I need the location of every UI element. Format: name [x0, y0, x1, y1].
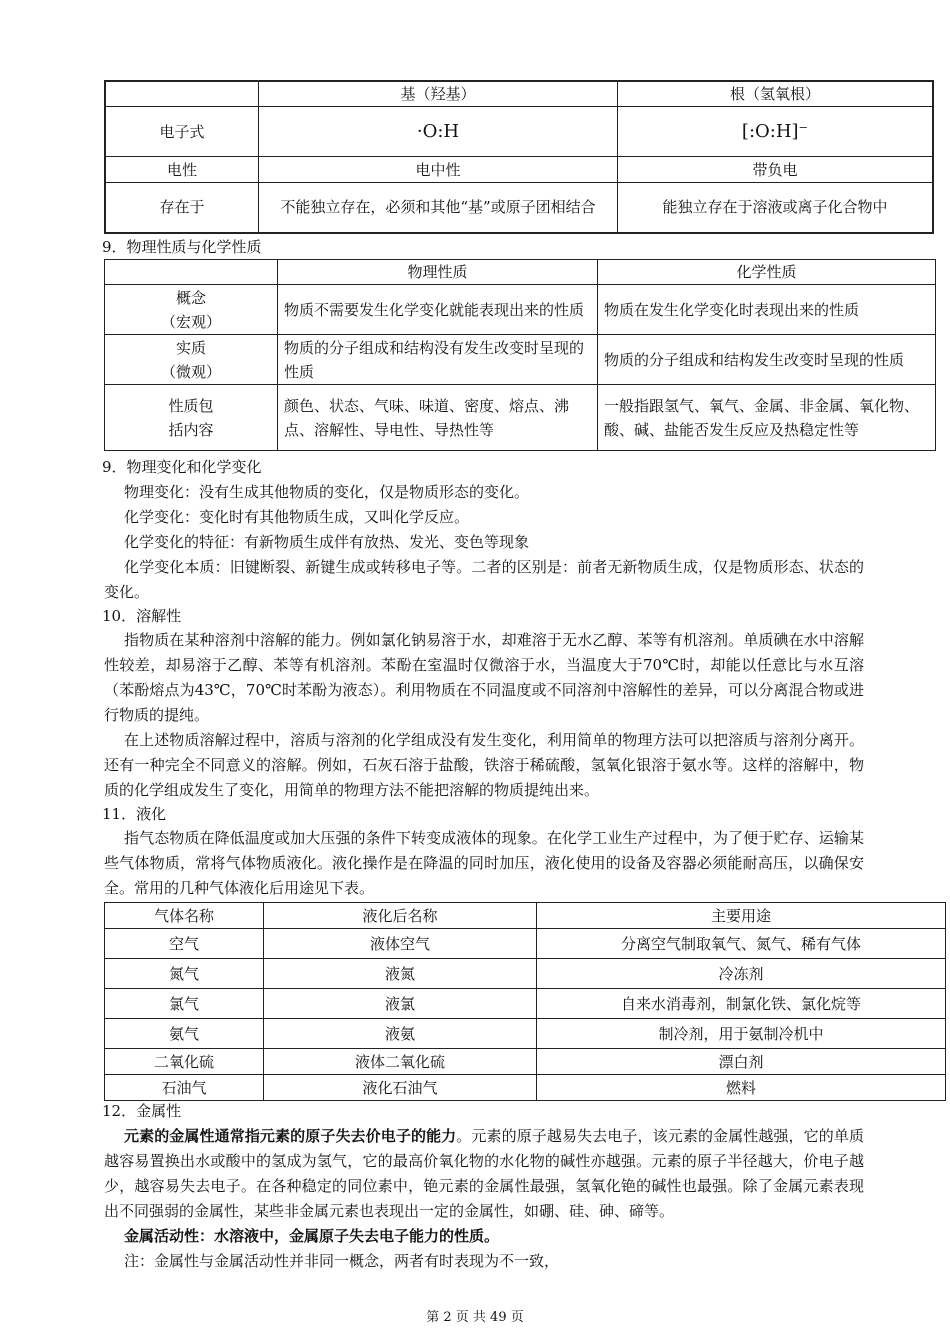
metallicity-definition: 元素的金属性通常指元素的原子失去价电子的能力: [124, 1127, 457, 1145]
hydroxyl-formula-text: ·O:H: [416, 120, 460, 142]
chemical-change-definition: 化学变化：变化时有其他物质生成，又叫化学反应。: [124, 508, 470, 526]
hydroxide-formula-text: [:O:H]⁻: [741, 120, 809, 142]
table3-cell: 氯气: [105, 989, 264, 1019]
chemical-change-features: 化学变化的特征：有新物质生成伴有放热、发光、变色等现象: [124, 533, 530, 551]
section-11-title: 11．液化: [102, 805, 167, 823]
table2-cell: 一般指跟氢气、氧气、金属、非金属、氧化物、酸、碱、盐能否发生反应及热稳定性等: [598, 385, 936, 451]
table3-cell: 液化石油气: [264, 1075, 537, 1101]
table3-cell: 漂白剂: [537, 1049, 946, 1075]
metallicity-note: 注：金属性与金属活动性并非同一概念，两者有时表现为不一致，: [124, 1252, 560, 1270]
metallicity-explanation: 。元素的原子越易失去电子，该元素的金属性越强，它的单质越容易置换出水或酸中的氢成为氢气，它的最高价氧化物的水化物的碱性亦越强。元素的原子半径越大，价电子越少，越容易失去电子。在各种稳定的同位素中，铯元素的金属性最强，氢氧化铯的碱性也最强。除了金属元素表现出不同强弱的金属性，某些非金属元素也表现出一定的金属性，如硼、硅、砷、碲等。: [104, 1127, 864, 1220]
table1-corner: [105, 81, 259, 107]
table2-corner: [105, 260, 278, 285]
table1-cell: 带负电: [618, 157, 934, 183]
radical-vs-ion-table: [104, 80, 934, 234]
table3-cell: 自来水消毒剂，制氯化铁、氯化烷等: [537, 989, 946, 1019]
table2-cell: 物质在发生化学变化时表现出来的性质: [598, 285, 936, 335]
physical-change-definition: 物理变化：没有生成其他物质的变化，仅是物质形态的变化。: [124, 483, 530, 501]
table3-header: 主要用途: [537, 903, 946, 929]
section-10-title: 10．溶解性: [102, 607, 182, 625]
table3-cell: 液氨: [264, 1019, 537, 1049]
properties-table: [104, 259, 936, 451]
table3-header: 气体名称: [105, 903, 264, 929]
table3-cell: 空气: [105, 929, 264, 959]
table3-header: 液化后名称: [264, 903, 537, 929]
table3-cell: 液氮: [264, 959, 537, 989]
table2-cell: 物质的分子组成和结构没有发生改变时呈现的性质: [278, 335, 598, 385]
table1-cell: 电中性: [259, 157, 618, 183]
table2-row-label: 实质 （微观）: [105, 335, 278, 385]
table3-cell: 制冷剂，用于氨制冷机中: [537, 1019, 946, 1049]
table1-header-radical: 基（羟基）: [259, 81, 618, 107]
table3-cell: 液体空气: [264, 929, 537, 959]
table2-row-label: 概念 （宏观）: [105, 285, 278, 335]
table2-cell: 颜色、状态、气味、味道、密度、熔点、沸点、溶解性、导电性、导热性等: [278, 385, 598, 451]
hydroxide-electron-formula: [618, 107, 934, 157]
liquefaction-paragraph: 指气态物质在降低温度或加大压强的条件下转变成液体的现象。在化学工业生产过程中，为了便于贮存、运输某些气体物质，常将气体物质液化。液化操作是在降温的同时加压，液化使用的设备及容器必须能耐高压，以确保安全。常用的几种气体液化后用途见下表。: [104, 829, 864, 897]
table1-row-label: 电性: [105, 157, 259, 183]
table2-cell: 物质不需要发生化学变化就能表现出来的性质: [278, 285, 598, 335]
metal-activity-definition: 金属活动性：水溶液中，金属原子失去电子能力的性质。: [124, 1227, 500, 1245]
liquefied-gases-table: [104, 902, 946, 1101]
section-9a-title: 9．物理性质与化学性质: [102, 238, 262, 256]
table3-cell: 冷冻剂: [537, 959, 946, 989]
table3-cell: 液氯: [264, 989, 537, 1019]
solubility-paragraph-1: 指物质在某种溶剂中溶解的能力。例如氯化钠易溶于水，却难溶于无水乙醇、苯等有机溶剂。单质碘在水中溶解性较差，却易溶于乙醇、苯等有机溶剂。苯酚在室温时仅微溶于水，当温度大于70℃时，却能以任意比与水互溶（苯酚熔点为43℃，70℃时苯酚为液态）。利用物质在不同温度或不同溶剂中溶解性的差异，可以分离混合物或进行物质的提纯。: [104, 631, 864, 724]
table1-cell: 不能独立存在，必须和其他“基”或原子团相结合: [259, 183, 618, 233]
table1-row-label: 存在于: [105, 183, 259, 233]
table3-cell: 分离空气制取氧气、氮气、稀有气体: [537, 929, 946, 959]
hydroxyl-electron-formula: [259, 107, 618, 157]
table3-cell: 氨气: [105, 1019, 264, 1049]
table1-header-ion: 根（氢氧根）: [618, 81, 934, 107]
table1-row-label: 电子式: [105, 107, 259, 157]
page-footer: 第 2 页 共 49 页: [426, 1310, 524, 1325]
table3-cell: 液体二氧化硫: [264, 1049, 537, 1075]
table3-cell: 二氧化硫: [105, 1049, 264, 1075]
table2-row-label: 性质包 括内容: [105, 385, 278, 451]
table2-cell: 物质的分子组成和结构发生改变时呈现的性质: [598, 335, 936, 385]
table2-header-chemical: 化学性质: [598, 260, 936, 285]
table1-cell: 能独立存在于溶液或离子化合物中: [618, 183, 934, 233]
metallicity-paragraph: [104, 1124, 864, 1224]
section-12-title: 12．金属性: [102, 1102, 182, 1120]
table2-header-physical: 物理性质: [278, 260, 598, 285]
chemical-change-essence: 化学变化本质：旧键断裂、新键生成或转移电子等。二者的区别是：前者无新物质生成，仅是物质形态、状态的变化。: [104, 558, 864, 601]
solubility-paragraph-2: 在上述物质溶解过程中，溶质与溶剂的化学组成没有发生变化，利用简单的物理方法可以把溶质与溶剂分离开。还有一种完全不同意义的溶解。例如，石灰石溶于盐酸，铁溶于稀硫酸，氢氧化银溶于氨水等。这样的溶解中，物质的化学组成发生了变化，用简单的物理方法不能把溶解的物质提纯出来。: [104, 731, 864, 799]
table3-cell: 燃料: [537, 1075, 946, 1101]
table3-cell: 氮气: [105, 959, 264, 989]
section-9b-title: 9．物理变化和化学变化: [102, 458, 262, 476]
table3-cell: 石油气: [105, 1075, 264, 1101]
